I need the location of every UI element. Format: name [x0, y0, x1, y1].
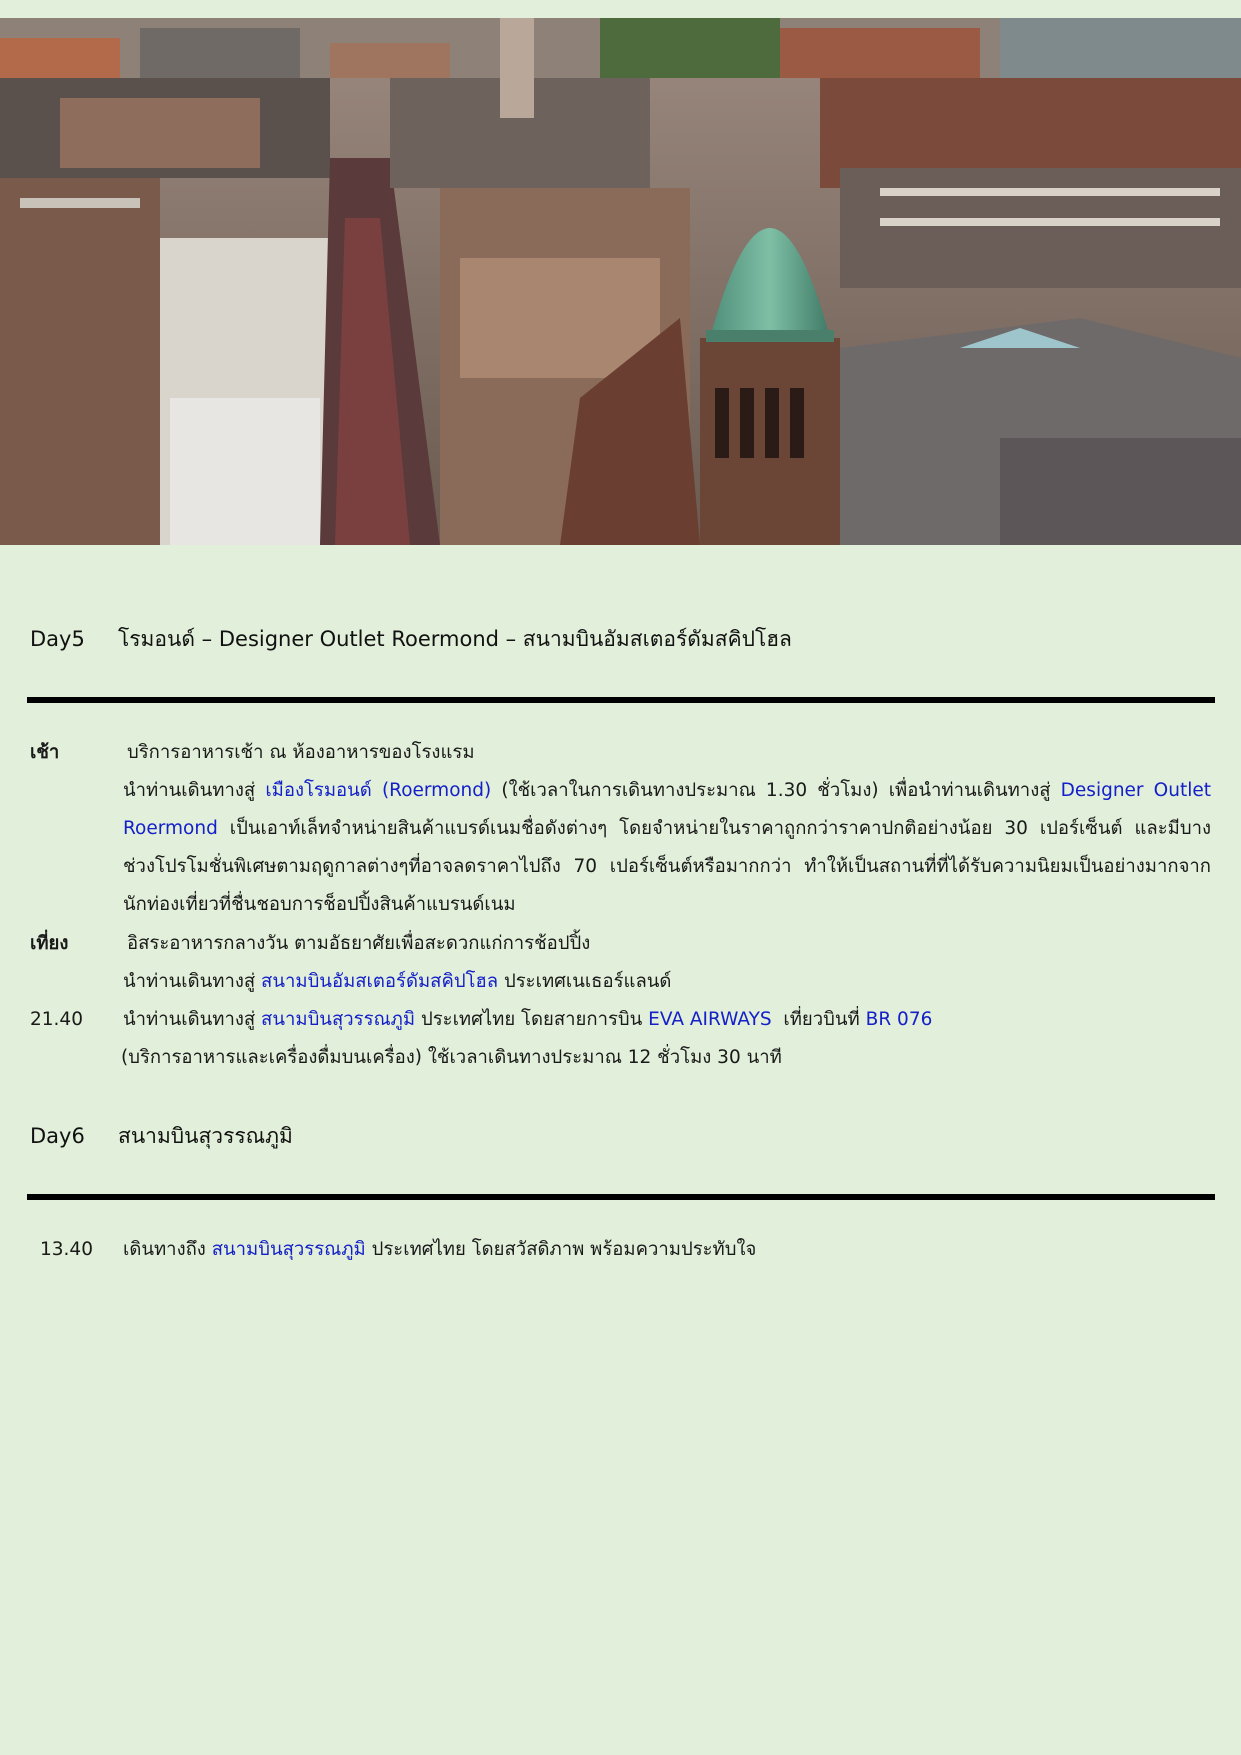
- to-schiphol-text: [123, 963, 671, 1001]
- roermond-paragraph: [123, 772, 1211, 924]
- designer-outlet-highlight: Designer Outlet Roermond: [123, 780, 1211, 839]
- flight-text: [123, 1001, 932, 1039]
- inflight-text: (บริการอาหารและเครื่องดื่มบนเครื่อง) ใช้เวลาเดินทางประมาณ 12 ชั่วโมง 30 นาที: [121, 1047, 782, 1068]
- p3-text-a: นำท่านเดินทางสู่: [123, 1009, 262, 1030]
- arrival-airport-highlight: สนามบินสุวรรณภูมิ: [211, 1239, 366, 1260]
- schiphol-highlight: สนามบินอัมสเตอร์ดัมสคิปโฮล: [261, 971, 499, 992]
- p3-text-b: ประเทศไทย โดยสายการบิน: [415, 1009, 649, 1030]
- day6-label: Day6: [30, 1124, 85, 1148]
- day5-divider: [27, 697, 1215, 703]
- arrival-text-b: ประเทศไทย โดยสวัสดิภาพ พร้อมความประทับใจ: [365, 1239, 757, 1260]
- time-2140: 21.40: [30, 1009, 83, 1030]
- cityscape-image: [0, 18, 1241, 545]
- morning-label: เช้า: [30, 742, 60, 763]
- p1-text-a: นำท่านเดินทางสู่: [123, 780, 266, 801]
- day5-heading: [30, 623, 792, 656]
- p3-text-c: เที่ยวบินที่: [771, 1009, 866, 1030]
- arrival-text: [123, 1231, 756, 1269]
- airline-highlight: EVA AIRWAYS: [648, 1009, 772, 1030]
- day6-heading: [30, 1120, 293, 1153]
- noon-label: เที่ยง: [30, 933, 69, 954]
- time-1340: 13.40: [40, 1239, 93, 1260]
- suvarnabhumi-highlight: สนามบินสุวรรณภูมิ: [261, 1009, 416, 1030]
- day6-divider: [27, 1194, 1215, 1200]
- lunch-text: อิสระอาหารกลางวัน ตามอัธยาศัยเพื่อสะดวกแก่การช้อปปิ้ง: [127, 933, 591, 954]
- p1-text-b: (ใช้เวลาในการเดินทางประมาณ 1.30 ชั่วโมง) เพื่อนำท่านเดินทางสู่: [491, 780, 1061, 801]
- p2-text-b: ประเทศเนเธอร์แลนด์: [498, 971, 672, 992]
- roermond-city-highlight: เมืองโรมอนด์ (Roermond): [265, 780, 492, 801]
- arrival-text-a: เดินทางถึง: [123, 1239, 212, 1260]
- city-photo: [0, 18, 1241, 545]
- p1-text-c: เป็นเอาท์เล็ทจำหน่ายสินค้าแบรด์เนมชื่อดังต่างๆ โดยจำหน่ายในราคาถูกกว่าราคาปกติอย่างน้อย 30 เปอร์เซ็นต์ และมีบางช่วงโปรโมชั่นพิเศษตามฤดูกาลต่างๆที่อาจลดราคาไปถึง 70 เปอร์เซ็นต์หรือมากกว่า ทำให้เป็นสถานที่ที่ได้รับความนิยมเป็นอย่างมากจากนักท่องเที่ยวที่ชื่นชอบการช็อปปิ้งสินค้าแบรนด์เนม: [123, 818, 1211, 915]
- breakfast-text: บริการอาหารเช้า ณ ห้องอาหารของโรงแรม: [127, 742, 475, 763]
- day5-label: Day5: [30, 627, 85, 651]
- flight-number-highlight: BR 076: [865, 1009, 933, 1030]
- p2-text-a: นำท่านเดินทางสู่: [123, 971, 262, 992]
- day6-title: สนามบินสุวรรณภูมิ: [118, 1124, 293, 1148]
- day5-title: โรมอนด์ – Designer Outlet Roermond – สนามบินอัมสเตอร์ดัมสคิปโฮล: [118, 627, 792, 651]
